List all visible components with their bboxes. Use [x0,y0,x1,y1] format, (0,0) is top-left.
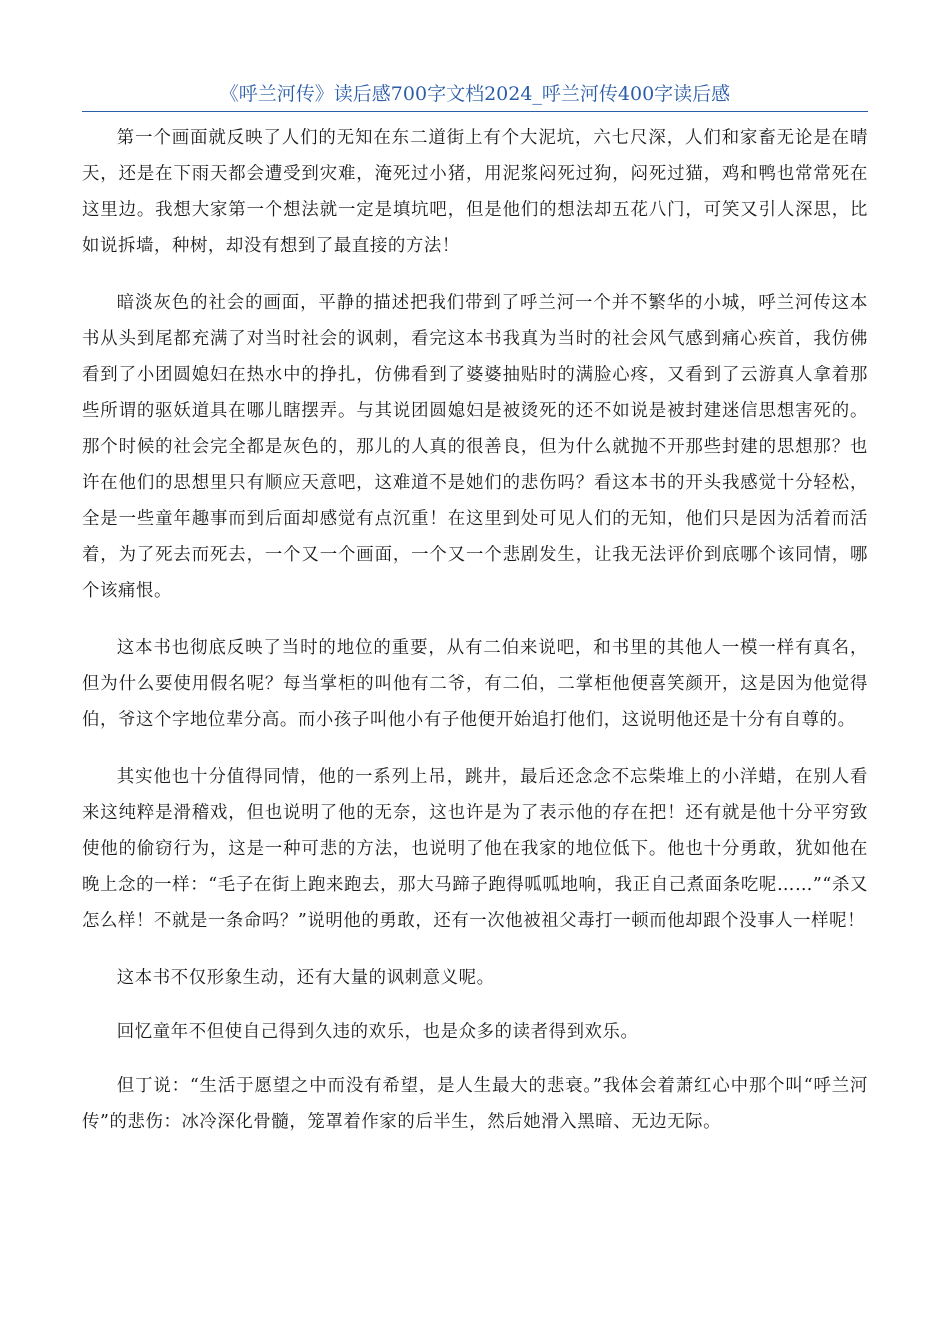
paragraph-2: 暗淡灰色的社会的画面，平静的描述把我们带到了呼兰河一个并不繁华的小城，呼兰河传这本书从头到尾都充满了对当时社会的讽刺，看完这本书我真为当时的社会风气感到痛心疾首，我仿佛看到了小团圆媳妇在热水中的挣扎，仿佛看到了婆婆抽贴时的满脸心疼，又看到了云游真人拿着那些所谓的驱妖道具在哪儿瞎摆弄。与其说团圆媳妇是被烫死的还不如说是被封建迷信思想害死的。那个时候的社会完全都是灰色的，那儿的人真的很善良，但为什么就抛不开那些封建的思想那？也许在他们的思想里只有顺应天意吧，这难道不是她们的悲伤吗？看这本书的开头我感觉十分轻松，全是一些童年趣事而到后面却感觉有点沉重！在这里到处可见人们的无知，他们只是因为活着而活着，为了死去而死去，一个又一个画面，一个又一个悲剧发生，让我无法评价到底哪个该同情，哪个该痛恨。 [82,293,868,601]
document-title: 《呼兰河传》读后感700字文档2024_呼兰河传400字读后感 [219,83,731,105]
paragraph-3: 这本书也彻底反映了当时的地位的重要，从有二伯来说吧，和书里的其他人一模一样有真名，但为什么要使用假名呢？每当掌柜的叫他有二爷，有二伯，二掌柜他便喜笑颜开，这是因为他觉得伯，爷这个字地位辈分高。而小孩子叫他小有子他便开始追打他们，这说明他还是十分有自尊的。 [82,638,868,730]
document-body [82,120,868,1161]
paragraph-5: 这本书不仅形象生动，还有大量的讽刺意义呢。 [116,968,495,988]
paragraph-1: 第一个画面就反映了人们的无知在东二道街上有个大泥坑，六七尺深，人们和家畜无论是在晴天，还是在下雨天都会遭受到灾难，淹死过小猪，用泥浆闷死过狗，闷死过猫，鸡和鸭也常常死在这里边。我想大家第一个想法就一定是填坑吧，但是他们的想法却五花八门，可笑又引人深思，比如说拆墙，种树，却没有想到了最直接的方法！ [82,128,868,256]
paragraph-4: 其实他也十分值得同情，他的一系列上吊，跳井，最后还念念不忘柴堆上的小洋蜡，在别人看来这纯粹是滑稽戏，但也说明了他的无奈，这也许是为了表示他的存在把！还有就是他十分平穷致使他的偷窃行为，这是一种可悲的方法，也说明了他在我家的地位低下。他也十分勇敢，犹如他在晚上念的一样：“毛子在街上跑来跑去，那大马蹄子跑得呱呱地响，我正自己煮面条吃呢……”“杀又怎么样！不就是一条命吗？”说明他的勇敢，还有一次他被祖父毒打一顿而他却跟个没事人一样呢！ [82,767,868,931]
paragraph-7: 但丁说：“生活于愿望之中而没有希望，是人生最大的悲衰。”我体会着萧红心中那个叫“呼兰河传”的悲伤：冰冷深化骨髓，笼罩着作家的后半生，然后她滑入黑暗、无边无际。 [82,1076,868,1132]
paragraph-6: 回忆童年不但使自己得到久违的欢乐，也是众多的读者得到欢乐。 [116,1022,639,1042]
title-underline [82,111,868,112]
